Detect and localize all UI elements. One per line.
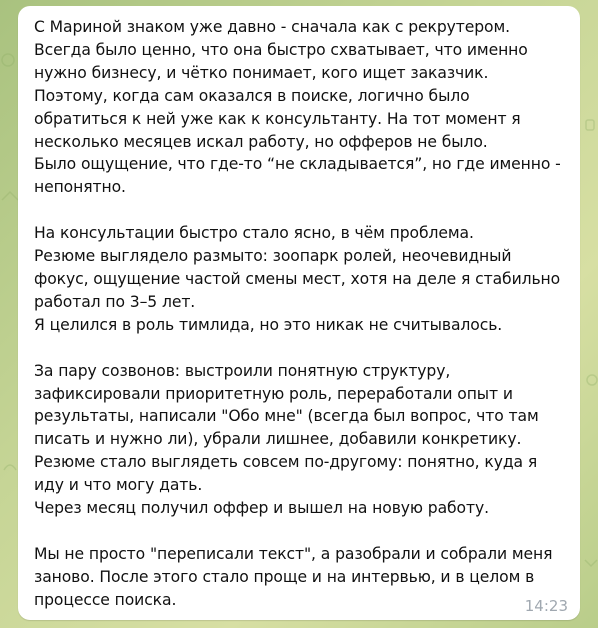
message-paragraph-1: С Мариной знаком уже давно - сначала как с рекрутером. Всегда было ценно, что она быстро схватывает, что именно нужно бизнесу, и чётко понимает, кого ищет заказчик. Поэтому, когда сам оказался в поиске, логично было обратиться к ней уже как к консультанту. На тот момент я несколько месяцев искал работу, но офферов не было. Было ощущение, что где-то “не складывается”, но где именно - непонятно.: [34, 18, 561, 197]
message-text: [34, 16, 566, 612]
message-paragraph-2: На консультации быстро стало ясно, в чём проблема. Резюме выглядело размыто: зоопарк ролей, неочевидный фокус, ощущение частой смены мест, хотя на деле я стабильно работал по 3–5 лет. Я целился в роль тимлида, но это никак не считывалось.: [34, 224, 561, 334]
message-timestamp: 14:23: [524, 597, 568, 615]
message-paragraph-3: За пару созвонов: выстроили понятную структуру, зафиксировали приоритетную роль, переработали опыт и результаты, написали "Обо мне" (всегда был вопрос, что там писать и нужно ли), убрали лишнее, добавили конкретику. Резюме стало выглядеть совсем по-другому: понятно, куда я иду и что могу дать. Через месяц получил оффер и вышел на новую работу.: [34, 361, 539, 518]
message-bubble[interactable]: [18, 6, 580, 620]
message-paragraph-4: Мы не просто "переписали текст", а разобрали и собрали меня заново. После этого стало проще и на интервью, и в целом в процессе поиска.: [34, 544, 553, 609]
